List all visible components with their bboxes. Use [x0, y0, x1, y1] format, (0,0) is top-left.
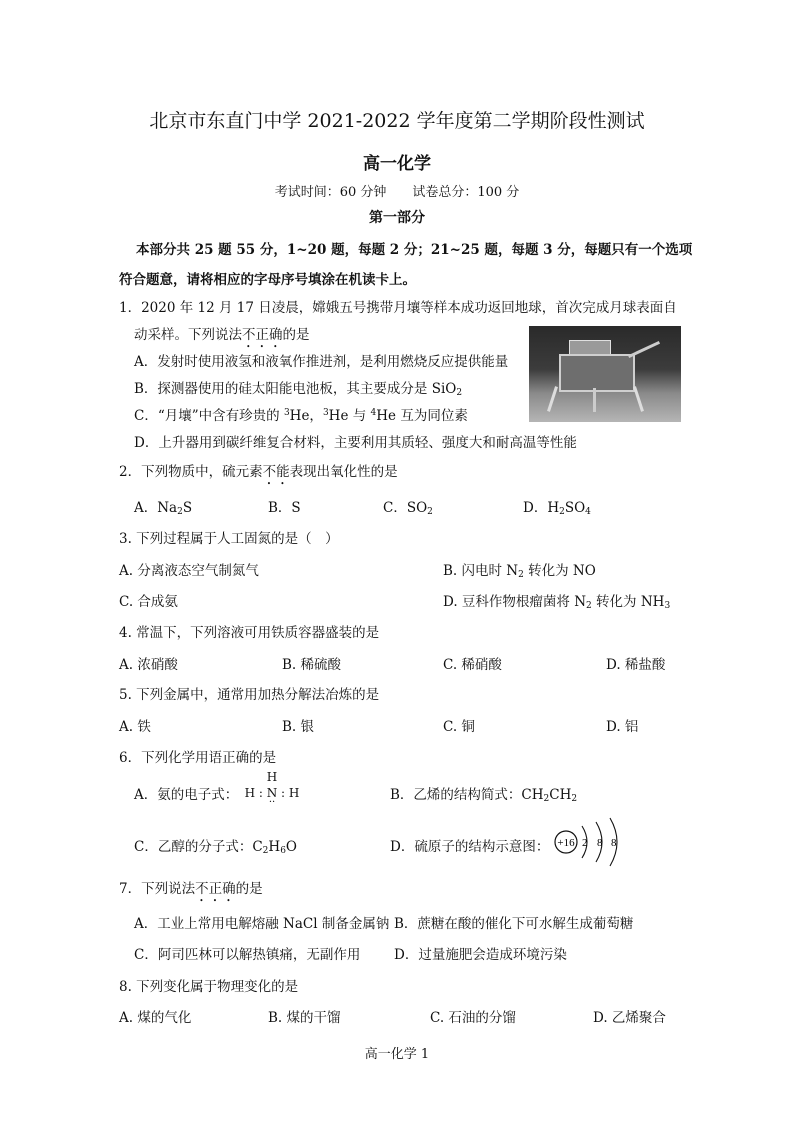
superscript: 3	[322, 408, 329, 418]
photo-leg	[633, 386, 644, 412]
question-8-option-b: B. 煤的干馏	[268, 1010, 341, 1026]
shell-count: 8	[597, 837, 603, 849]
question-6-stem: 6．下列化学用语正确的是	[119, 750, 277, 766]
nucleus-label: +16	[557, 837, 575, 849]
question-1-option-d: D．上升器用到碳纤维复合材料，主要利用其质轻、强度大和耐高温等性能	[134, 435, 577, 451]
emphasis-text: 不正确	[242, 327, 283, 343]
text: C．乙醇的分子式：C	[134, 839, 263, 855]
subscript: 2	[559, 507, 565, 517]
question-3-stem: 3. 下列过程属于人工固氮的是（ ）	[119, 531, 339, 547]
question-1-option-c	[134, 404, 468, 424]
question-4-option-d: D. 稀盐酸	[606, 657, 666, 673]
text: 的是	[282, 327, 310, 343]
emphasis-text: 不能	[262, 464, 290, 480]
subscript: 2	[518, 570, 524, 580]
question-7-option-b: B．蔗糖在酸的催化下可水解生成葡萄糖	[394, 916, 634, 932]
question-5-option-c: C. 铜	[443, 719, 475, 735]
question-4-stem: 4. 常温下，下列溶液可用铁质容器盛装的是	[119, 625, 380, 641]
text: B. 闪电时 N	[443, 563, 519, 579]
subject-title: 高一化学	[363, 154, 431, 174]
shell-count: 8	[611, 837, 617, 849]
instructions-line1: 本部分共 25 题 55 分，1~20 题，每题 2 分；21~25 题，每题 3 分，每题只有一个选项	[136, 242, 693, 258]
question-2-option-b: B．S	[268, 500, 301, 516]
question-2-stem	[119, 460, 398, 488]
text: 动采样。下列说法	[134, 327, 242, 343]
subscript: 2	[427, 507, 433, 517]
subscript: 6	[280, 846, 286, 856]
subscript: 2	[571, 794, 578, 804]
photo-body	[559, 354, 635, 392]
question-5-stem: 5. 下列金属中，通常用加热分解法冶炼的是	[119, 687, 380, 703]
question-7-option-a: A．工业上常用电解熔融 NaCl 制备金属钠	[134, 916, 390, 932]
question-6-option-b	[390, 783, 577, 804]
text: C．SO	[383, 500, 428, 516]
question-5-option-d: D. 铝	[606, 719, 639, 735]
text: 2．下列物质中，硫元素	[119, 464, 263, 480]
photo-leg	[547, 386, 558, 412]
question-4-option-b: B. 稀硫酸	[282, 657, 342, 673]
sulfur-atom-diagram	[552, 814, 632, 870]
question-8-option-a: A. 煤的气化	[119, 1010, 192, 1026]
text: B．乙烯的结构简式：CH	[390, 787, 544, 803]
text: 转化为 NO	[523, 563, 596, 579]
ammonia-row: H : N : H	[244, 786, 300, 800]
part-heading: 第一部分	[369, 210, 425, 226]
question-8-option-d: D. 乙烯聚合	[593, 1010, 666, 1026]
text: B．探测器使用的硅太阳能电池板，其主要成分是 SiO	[134, 381, 457, 397]
subscript: 2	[262, 846, 269, 856]
text: 转化为 NH	[591, 594, 665, 610]
subscript: 4	[585, 507, 591, 517]
subscript: 2	[456, 388, 463, 398]
text: C．“月壤”中含有珍贵的	[134, 408, 284, 424]
question-1-option-b	[134, 377, 462, 398]
text: S	[182, 500, 193, 516]
text: He，	[289, 408, 323, 424]
superscript: 3	[283, 408, 290, 418]
text: D. 豆科作物根瘤菌将 N	[443, 594, 587, 610]
question-8-stem: 8. 下列变化属于物理变化的是	[119, 979, 299, 995]
question-7-stem	[119, 877, 263, 905]
page-title: 北京市东直门中学 2021-2022 学年度第二学期阶段性测试	[149, 110, 645, 132]
question-3-option-b	[443, 559, 596, 580]
shell-count: 2	[582, 837, 588, 849]
question-4-option-c: C. 稀硝酸	[443, 657, 502, 673]
text: O	[285, 839, 297, 855]
instructions-line2: 符合题意，请将相应的字母序号填涂在机读卡上。	[119, 272, 416, 288]
question-2-option-c	[383, 496, 433, 517]
question-2-option-a	[134, 496, 192, 517]
question-6-option-d: D．硫原子的结构示意图：	[390, 839, 550, 855]
question-4-option-a: A. 浓硝酸	[119, 657, 178, 673]
text: SO	[564, 500, 586, 516]
question-5-option-b: B. 银	[282, 719, 315, 735]
text: He 互为同位素	[376, 408, 468, 424]
text: 表现出氧化性的是	[289, 464, 398, 480]
question-1-stem-line2	[134, 323, 310, 351]
page-footer: 高一化学 1	[364, 1047, 430, 1062]
question-1-option-a: A．发射时使用液氢和液氧作推进剂，是利用燃烧反应提供能量	[134, 354, 509, 370]
text: CH	[549, 787, 572, 803]
text: H	[268, 839, 281, 855]
photo-arm	[628, 341, 660, 358]
question-8-option-c: C. 石油的分馏	[430, 1010, 516, 1026]
question-7-option-c: C．阿司匹林可以解热镇痛，无副作用	[134, 947, 361, 963]
subscript: 2	[586, 601, 592, 611]
ammonia-electron-formula	[243, 772, 301, 808]
text: 7．下列说法	[119, 881, 196, 897]
question-3-option-d	[443, 590, 670, 611]
photo-leg	[593, 388, 596, 412]
subscript: 2	[543, 794, 550, 804]
superscript: 4	[370, 408, 377, 418]
lunar-lander-photo	[529, 326, 681, 422]
question-6-option-a: A．氨的电子式：	[134, 787, 239, 803]
question-7-option-d: D．过量施肥会造成环境污染	[394, 947, 567, 963]
question-3-option-c: C. 合成氨	[119, 594, 178, 610]
question-3-option-a: A. 分离液态空气制氮气	[119, 563, 259, 579]
text: A．Na	[134, 500, 178, 516]
subscript: 3	[664, 601, 671, 611]
text: He 与	[328, 408, 371, 424]
subscript: 2	[177, 507, 183, 517]
emphasis-text: 不正确	[195, 881, 236, 897]
exam-info: 考试时间：60 分钟 试卷总分：100 分	[274, 185, 520, 200]
text: 的是	[235, 881, 263, 897]
question-2-option-d	[523, 496, 591, 517]
text: D．H	[523, 500, 560, 516]
ammonia-lone-pair: ··	[268, 797, 276, 808]
question-5-option-a: A. 铁	[119, 719, 151, 735]
question-6-option-c	[134, 835, 297, 856]
question-1-stem: 1．2020 年 12 月 17 日凌晨，嫦娥五号携带月壤等样本成功返回地球，首次完成月球表面自	[119, 300, 677, 316]
ammonia-top-h: H	[266, 770, 278, 784]
